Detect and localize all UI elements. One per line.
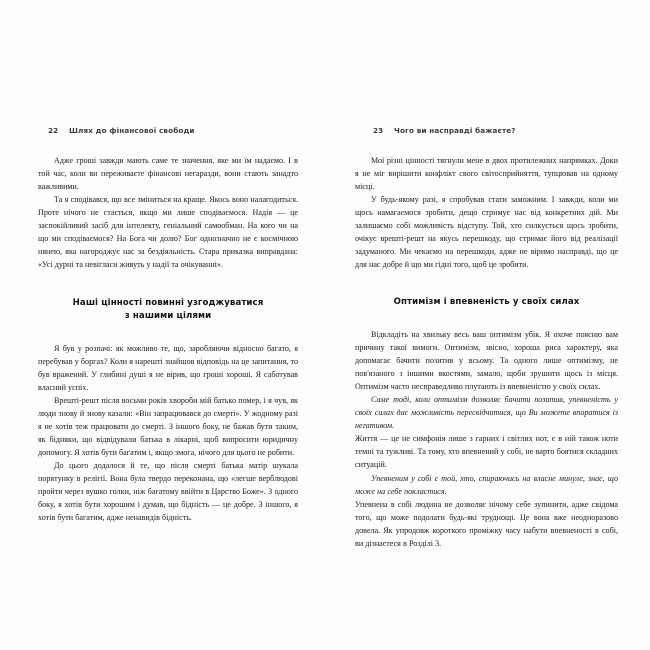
section-heading-line-2: з нашими цілями <box>124 311 212 322</box>
running-head-title-left: Шлях до фінансової свободи <box>69 126 195 135</box>
paragraph: Упевнена в собі людина не дозволяє нічому себе зупинити, адже свідома того, що може подолати будь-які труднощі. Це вона вже неодноразово довела. Як упродовж короткого проміжку часу набути впевненості в собі, ви дізнаєтеся в Розділі 3. <box>355 499 618 548</box>
paragraph: Я був у розпачі: як можливо те, що, заробляючи відносно багато, я перебував у боргах? Коли я нарешті знайшов відповідь на це запитання, то був вражений. У глибині душі я не вірив, що гроші хороші. Я саботував власний успіх. <box>38 343 298 392</box>
running-head-title-right: Чого ви насправді бажаєте? <box>394 126 516 135</box>
paragraph: Життя — це не симфонія лише з гарних і світлих нот, є в ній також ноти темні та тужливі. Та тому, хто впевнений у собі, не варто боятися складних ситуацій. <box>355 434 618 470</box>
paragraph-italic: Саме тоді, коли оптимізм дозволяє бачити позитив, упевненість у своїх силах дає можливість пересвідчитися, що Ви можете впоратися із негативом. <box>355 395 618 431</box>
page-right <box>325 0 650 650</box>
paragraph: Мої різні цінності тягнули мене в двох протилежних напрямках. Доки я не міг вирішити конфлікт свого світосприйняття, тупцював на одному місці. <box>355 156 618 192</box>
running-head-right <box>355 126 618 138</box>
paragraph-italic: Упевненим у собі є той, хто, спираючись на власне минуле, знає, що може на себе покластися. <box>355 473 618 496</box>
paragraph: До цього додалося й те, що після смерті батька матір шукала порятунку в релігії. Вона була твердо переконана, що «легше верблюдові пройти через вушко голки, ніж багатому ввійти в Царство Боже». З одного боку, я хотів бути хорошим і думав, що бідність — це добре. З іншого, я хотів бути багатим, адже ненавидів бідність. <box>38 461 298 523</box>
section-heading-right <box>355 296 618 309</box>
body-column-left <box>38 154 298 524</box>
section-heading-left <box>38 297 298 322</box>
page-number-left: 22 <box>48 126 59 135</box>
paragraph: У будь-якому разі, я спробував стати заможним. І завжди, коли ми щось намагаємося зробити, дещо стримує нас від конкретних дій. Ми залишаємо собі можливість відступу. Той, хто силкується щось зробити, очікує врешті-решт на якусь перешкоду, що стримає його від реалізації задуманого. Ми чекаємо на перешкоди, адже не віримо насправді, що це для нас добре й що ми гідні того, щоб це зробити. <box>355 195 618 270</box>
paragraph: Та я сподівався, що все зміниться на краще. Якось воно налагодиться. Проте нічого не стається, якщо ми лише сподіваємося. Надія — це заспокійливий засіб для інтелекту, геніальний самообман. На кого чи на що ми сподіваємося? На Бога чи долю? Бог однозначно не є космічною нянею, яка нагороджує нас за бездіяльність. Стара приказка виправдана: «Усі дурні та невігласи живуть у надії та очікуванні». <box>38 195 298 270</box>
paragraph: Врешті-решт після восьми років хвороби мій батько помер, і я чув, як люди знову й знову казали: «Він запрацювався до смерті». У жодному разі я не хотів теж працювати до смерті. З іншого боку, не бажав бути таким, як бідняки, що відвідували батька в лікарні, щоб випросити юридичну допомогу. Я хотів бути багатим і, якщо змога, нічого для цього не робити. <box>38 395 298 457</box>
section-heading-line-1: Оптимізм і впевненість у своїх силах <box>393 297 580 308</box>
section-heading-line-1: Наші цінності повинні узгоджуватися <box>72 298 264 309</box>
running-head-left <box>38 126 298 138</box>
page-number-right: 23 <box>373 126 384 135</box>
paragraph: Відкладіть на хвильку весь ваш оптимізм убік. Я охоче поясню вам причину такої вимоги. Оптимізм, звісно, хороша риса характеру, яка допомагає бачити позитив у всьому. Та одного лише оптимізму, не пов'язаного з іншими якостями, замало, щоби зрушити щось із місця. Оптимізм часто несправедливо плутають із впевненістю у своїх силах. <box>355 330 618 392</box>
paragraph: Адже гроші завжди мають саме те значення, яке ми їм надаємо. І в той час, коли ви переживаєте фінансові негаразди, вони стають занадто важливими. <box>38 156 298 192</box>
body-column-right <box>355 154 618 550</box>
